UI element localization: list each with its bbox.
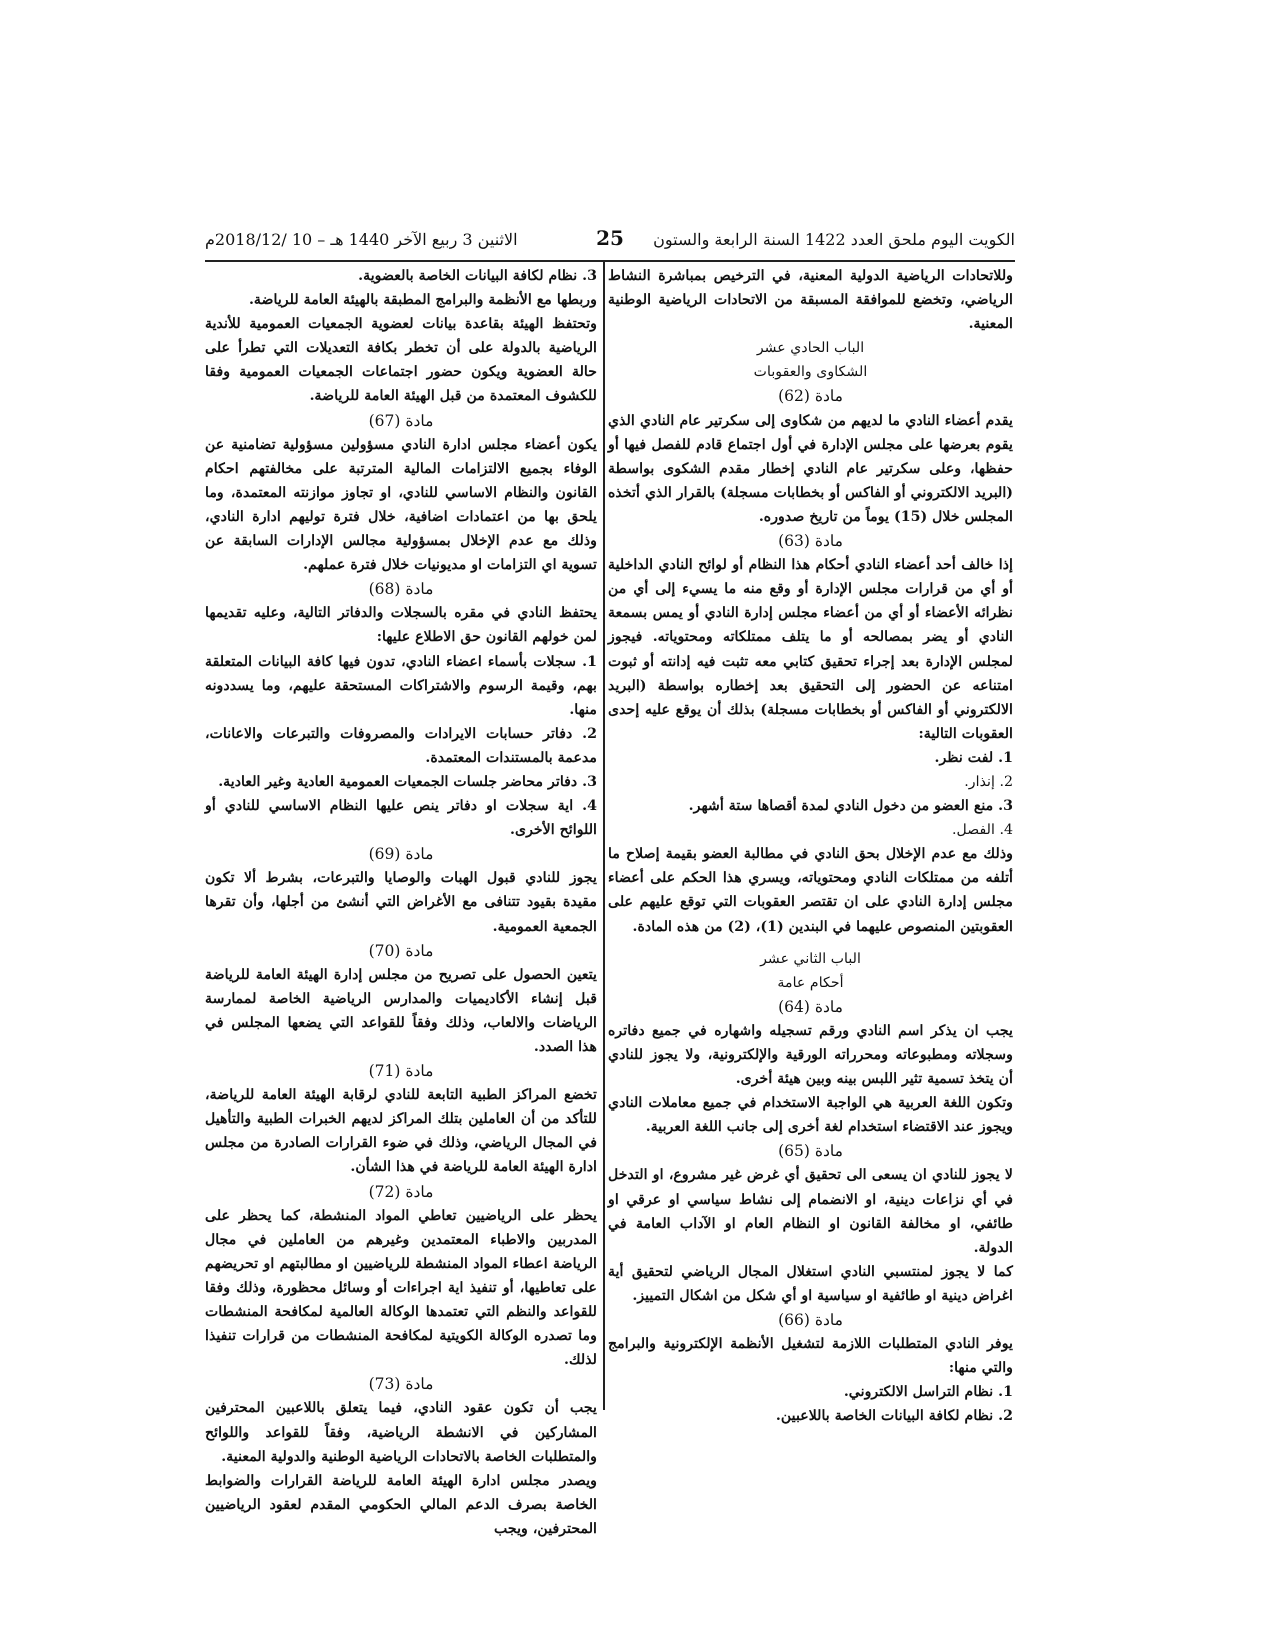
column-divider — [603, 262, 605, 1410]
article-text: يكون أعضاء مجلس ادارة النادي مسؤولين مسؤولية تضامنية عن الوفاء بجميع الالتزامات المالية المترتبة على مخالفتهم احكام القانون والنظام الاساسي للنادي، او تجاوز موازنته المعتمدة، وما يلحق بها من اعتمادات اضافية، خلال فترة توليهم ادارة النادي، وذلك مع عدم الإخلال بمسؤولية مجالس الإدارات السابقة عن تسوية اي التزامات او مديونيات خلال فترة عملهم. — [205, 436, 597, 574]
article-text: يقدم أعضاء النادي ما لديهم من شكاوى إلى سكرتير عام النادي الذي يقوم بعرضها على مجلس الإدارة في أول اجتماع قادم للفصل فيها أو حفظها، وعلى سكرتير عام النادي إخطار مقدم الشكوى بواسطة (البريد الالكتروني أو الفاكس أو بخطابات مسجلة) بالقرار الذي أتخذه المجلس خلال (15) يوماً من تاريخ صدوره. — [608, 412, 1013, 525]
article-heading: مادة (69) — [368, 845, 434, 864]
article-heading: مادة (65) — [778, 1142, 843, 1161]
list-item: 1. سجلات بأسماء اعضاء النادي، تدون فيها كافة البيانات المتعلقة بهم، وقيمة الرسوم والاشتراكات المستحقة عليهم، وما يسددونه منها. — [205, 653, 597, 718]
article-text: يجب ان يذكر اسم النادي ورقم تسجيله واشهاره في جميع دفاتره وسجلاته ومطبوعاته ومحرراته الورقية والإلكترونية، ولا يجوز للنادي أن يتخذ تسمية تثير اللبس بينه وبين هيئة أخرى. — [608, 1022, 1013, 1088]
list-item: 1. لفت نظر. — [934, 749, 1013, 766]
paragraph: وربطها مع الأنظمة والبرامج المطبقة بالهيئة العامة للرياضة. — [248, 292, 597, 309]
list-item: 3. دفاتر محاضر جلسات الجمعيات العمومية العادية وغير العادية. — [218, 773, 597, 790]
article-text: لا يجوز للنادي ان يسعى الى تحقيق أي غرض غير مشروع، او التدخل في أي نزاعات دينية، او الانضمام إلى نشاط سياسي او عرقي او طائفي، او مخالفة القانون او النظام العام او الآداب العامة في الدولة. — [608, 1167, 1013, 1256]
list-item: 3. نظام لكافة البيانات الخاصة بالعضوية. — [358, 268, 597, 284]
list-item: 2. دفاتر حسابات الايرادات والمصروفات والتبرعات والاعانات، مدعمة بالمستندات المعتمدة. — [205, 725, 597, 766]
paragraph: وللاتحادات الرياضية الدولية المعنية، في الترخيص بمباشرة النشاط الرياضي، وتخضع للموافقة المسبقة من الاتحادات الرياضية الوطنية المعنية. — [608, 268, 1013, 333]
chapter-subtitle: الشكاوى والعقوبات — [753, 364, 868, 381]
article-heading: مادة (73) — [368, 1375, 434, 1394]
article-heading: مادة (71) — [368, 1062, 434, 1081]
article-text: تخضع المراكز الطبية التابعة للنادي لرقابة الهيئة العامة للرياضة، للتأكد من أن العاملين بتلك المراكز لديهم الخبرات الطبية والتأهيل في المجال الرياضي، وذلك في ضوء القرارات الصادرة من مجلس ادارة الهيئة العامة للرياضة في هذا الشأن. — [205, 1087, 597, 1176]
left-column — [205, 264, 597, 1541]
paragraph: وتحتفظ الهيئة بقاعدة بيانات لعضوية الجمعيات العمومية للأندية الرياضية بالدولة على أن تخطر بكافة التعديلات التي تطرأ على حالة العضوية ويكون حضور اجتماعات الجمعيات العمومية وفقا للكشوف المعتمدة من قبل الهيئة العامة للرياضة. — [205, 316, 597, 405]
page-number: 25 — [596, 226, 624, 250]
list-item: 3. منع العضو من دخول النادي لمدة أقصاها ستة أشهر. — [688, 798, 1013, 815]
article-text: إذا خالف أحد أعضاء النادي أحكام هذا النظام أو لوائح النادي الداخلية أو أي من قرارات مجلس الإدارة أو وقع منه ما يسيء إلى أي من نظرائه الأعضاء أو أي من أعضاء مجلس إدارة النادي أو يمس بسمعة النادي أو يضر بمصالحه أو ما يتلف ممتلكاته ومحتوياته. فيجوز لمجلس الإدارة بعد إجراء تحقيق كتابي معه تثبت فيه إدانته أو ثبوت امتناعه عن الحضور إلى التحقيق بعد إخطاره بواسطة (البريد الالكتروني أو الفاكس أو بخطابات مسجلة) بذلك أن يوقع عليه إحدى العقوبات التالية: — [608, 557, 1013, 742]
article-text: يجوز للنادي قبول الهبات والوصايا والتبرعات، بشرط ألا تكون مقيدة بقيود تتنافى مع الأغراض التي أنشئ من أجلها، وأن تقرها الجمعية العمومية. — [205, 870, 597, 935]
article-heading: مادة (63) — [778, 532, 843, 551]
article-heading: مادة (72) — [368, 1182, 434, 1201]
article-heading: مادة (64) — [778, 997, 843, 1016]
page-header — [205, 228, 1015, 262]
article-text: يحتفظ النادي في مقره بالسجلات والدفاتر التالية، وعليه تقديمها لمن خولهم القانون حق الاطلاع عليها: — [205, 605, 597, 646]
article-heading: مادة (70) — [368, 941, 434, 960]
article-text: يتعين الحصول على تصريح من مجلس إدارة الهيئة العامة للرياضة قبل إنشاء الأكاديميات والمدارس الرياضية الخاصة لممارسة الرياضات والالعاب، وذلك وفقاً للقواعد التي يضعها المجلس في هذا الصدد. — [205, 966, 597, 1055]
right-column — [608, 264, 1013, 1429]
article-heading: مادة (67) — [368, 411, 434, 430]
article-text: يجب أن تكون عقود النادي، فيما يتعلق باللاعبين المحترفين المشاركين في الانشطة الرياضية، وفقاً للقواعد واللوائح والمتطلبات الخاصة بالاتحادات الرياضية الوطنية والدولية المعنية. — [205, 1400, 597, 1465]
chapter-title: الباب الثاني عشر — [760, 950, 861, 967]
list-item: 1. نظام التراسل الالكتروني. — [843, 1384, 1013, 1401]
article-text: يحظر على الرياضيين تعاطي المواد المنشطة، كما يحظر على المدربين والاطباء المعتمدين وغيرهم من العاملين في مجال الرياضة اعطاء المواد المنشطة للرياضيين او مطالبتهم او تحريضهم على تعاطيها، أو تنفيذ اية اجراءات أو وسائل محظورة، وذلك وفقا للقواعد والنظم التي تعتمدها الوكالة العالمية لمكافحة المنشطات وما تصدره الوكالة الكويتية لمكافحة المنشطات من قرارات تنفيذا لذلك. — [205, 1207, 597, 1369]
gazette-title: الكويت اليوم ملحق العدد 1422 السنة الرابعة والستون — [653, 230, 1015, 249]
chapter-title: الباب الحادي عشر — [756, 340, 865, 357]
article-text: وتكون اللغة العربية هي الواجبة الاستخدام في جميع معاملات النادي ويجوز عند الاقتضاء استخدام لغة أخرى إلى جانب اللغة العربية. — [608, 1095, 1013, 1136]
list-item: 4. اية سجلات او دفاتر ينص عليها النظام الاساسي للنادي أو اللوائح الأخرى. — [205, 798, 597, 839]
article-heading: مادة (66) — [778, 1311, 843, 1330]
list-item: 2. إنذار. — [964, 773, 1013, 790]
article-text: كما لا يجوز لمنتسبي النادي استغلال المجال الرياضي لتحقيق أية اغراض دينية او طائفية او سياسية او أي شكل من اشكال التمييز. — [608, 1263, 1013, 1304]
article-text: وذلك مع عدم الإخلال بحق النادي في مطالبة العضو بقيمة إصلاح ما أتلفه من ممتلكات النادي ومحتوياته، ويسري هذا الحكم على أعضاء مجلس إدارة النادي على ان تقتصر العقوبات التي توقع عليهم على العقوبتين المنصوص عليهما في البندين (1)، (2) من هذه المادة. — [608, 846, 1013, 935]
chapter-subtitle: أحكام عامة — [777, 974, 844, 991]
issue-date: الاثنين 3 ربيع الآخر 1440 هـ – 10 /2018/12م — [205, 230, 518, 249]
article-text: ويصدر مجلس ادارة الهيئة العامة للرياضة القرارات والضوابط الخاصة بصرف الدعم المالي الحكومي المقدم لعقود الرياضيين المحترفين، ويجب — [205, 1472, 597, 1537]
article-heading: مادة (68) — [368, 580, 434, 599]
article-text: يوفر النادي المتطلبات اللازمة لتشغيل الأنظمة الإلكترونية والبرامج والتي منها: — [608, 1336, 1013, 1377]
list-item: 2. نظام لكافة البيانات الخاصة باللاعبين. — [775, 1408, 1013, 1425]
list-item: 4. الفصل. — [951, 822, 1013, 839]
article-heading: مادة (62) — [778, 387, 843, 406]
